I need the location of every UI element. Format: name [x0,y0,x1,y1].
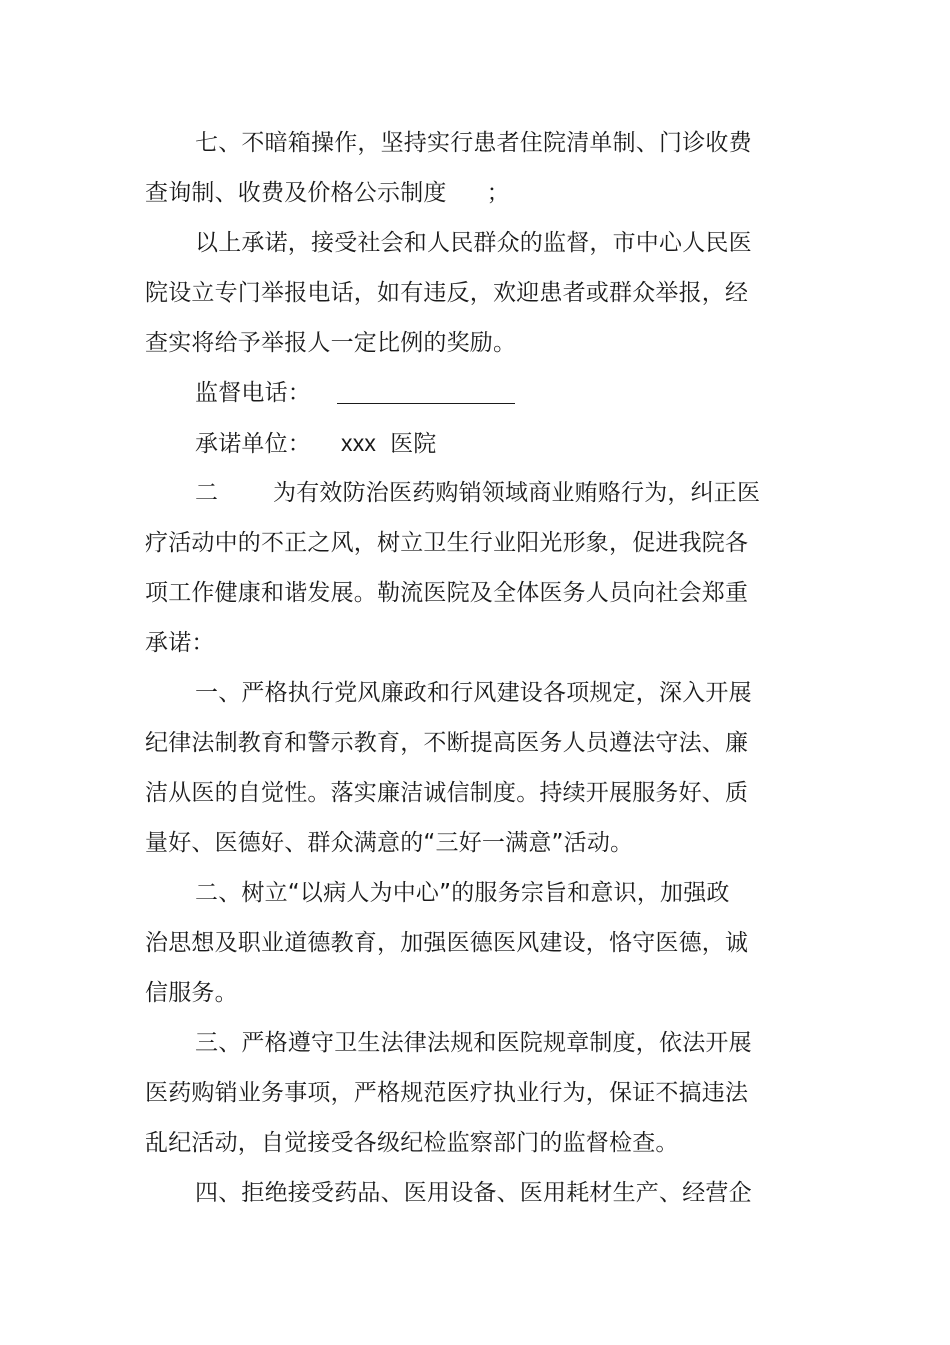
paragraph-line: 洁从医的自觉性。落实廉洁诚信制度。持续开展服务好、质 [145,780,749,806]
paragraph-line: 信服务。 [145,980,238,1006]
paragraph-line: 项工作健康和谐发展。勒流医院及全体医务人员向社会郑重 [145,580,749,606]
paragraph-line: 治思想及职业道德教育，加强医德医风建设，恪守医德，诚 [145,930,749,956]
paragraph-line: 承诺： [145,630,215,656]
phone-label: 监督电话： [195,380,311,406]
paragraph-line: 以上承诺，接受社会和人民群众的监督，市中心人民医 [195,230,752,256]
section-number: 二 [195,480,219,506]
paragraph-line: 七、不暗箱操作，坚持实行患者住院清单制、门诊收费 [195,130,752,156]
paragraph-line: 查实将给予举报人一定比例的奖励。 [145,330,517,356]
unit-field [145,418,755,468]
paragraph-line: 纪律法制教育和警示教育，不断提高医务人员遵法守法、廉 [145,730,749,756]
paragraph-line: 量好、医德好、群众满意的“三好一满意”活动。 [145,830,634,856]
phone-field [145,368,755,418]
section-heading-line [145,468,761,518]
paragraph-line: 二、树立“以病人为中心”的服务宗旨和意识，加强政 [195,880,730,906]
document-body [145,118,761,1218]
paragraph-line: 医药购销业务事项，严格规范医疗执业行为，保证不搞违法 [145,1080,749,1106]
paragraph-line: 三、严格遵守卫生法律法规和医院规章制度，依法开展 [195,1030,752,1056]
paragraph-line: 一、严格执行党风廉政和行风建设各项规定，深入开展 [195,680,752,706]
paragraph-line: 乱纪活动，自觉接受各级纪检监察部门的监督检查。 [145,1130,679,1156]
semicolon: ； [486,180,510,206]
paragraph-line: 四、拒绝接受药品、医用设备、医用耗材生产、经营企 [195,1180,752,1206]
paragraph-line: 院设立专门举报电话，如有违反，欢迎患者或群众举报，经 [145,280,749,306]
unit-placeholder: xxx [341,430,377,456]
paragraph-line: 疗活动中的不正之风，树立卫生行业阳光形象，促进我院各 [145,530,749,556]
paragraph-line [145,168,755,218]
unit-name: 医院 [390,431,437,457]
phone-blank [337,373,515,404]
paragraph-text: 查询制、收费及价格公示制度 [145,180,447,206]
unit-label: 承诺单位： [195,431,311,457]
paragraph-text: 为有效防治医药购销领域商业贿赂行为，纠正医 [273,480,761,506]
unit-value [341,418,437,469]
